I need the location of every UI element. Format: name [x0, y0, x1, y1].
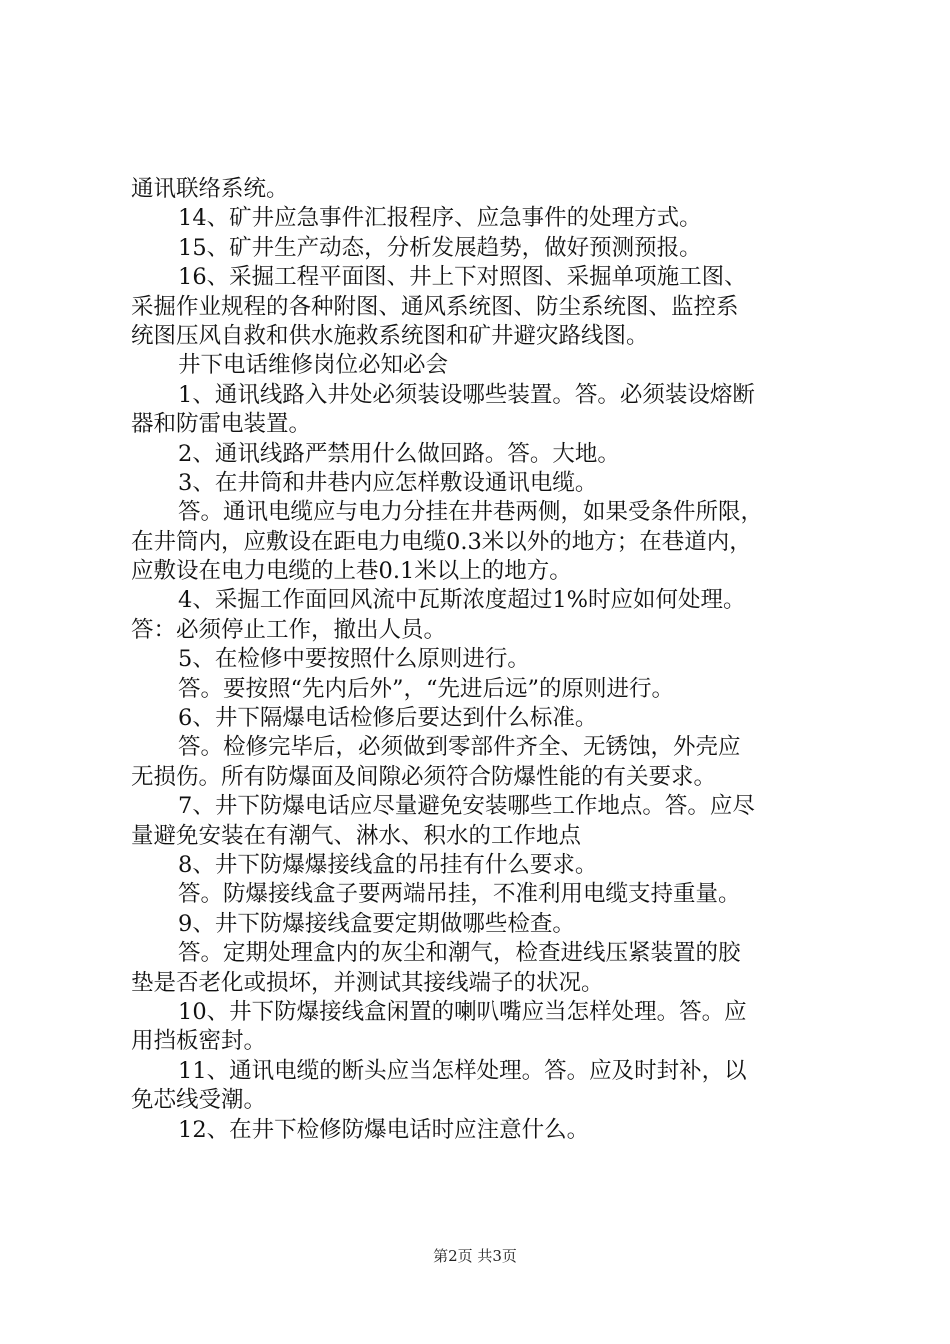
section-heading: 井下电话维修岗位必知必会 — [178, 352, 449, 379]
text-line: 器和防雷电装置。 — [131, 411, 312, 438]
text-line: 10、井下防爆接线盒闲置的喇叭嘴应当怎样处理。答。应 — [178, 998, 747, 1025]
text-line: 答。检修完毕后，必须做到零部件齐全、无锈蚀，外壳应 — [178, 734, 741, 761]
document-body — [131, 175, 831, 1145]
text-line: 无损伤。所有防爆面及间隙必须符合防爆性能的有关要求。 — [131, 763, 717, 790]
text-line: 6、井下隔爆电话检修后要达到什么标准。 — [178, 705, 598, 732]
text-line: 答：必须停止工作，撤出人员。 — [131, 616, 447, 643]
text-line: 垫是否老化或损坏，并测试其接线端子的状况。 — [131, 969, 604, 996]
text-line: 7、井下防爆电话应尽量避免安装哪些工作地点。答。应尽 — [178, 793, 755, 820]
text-line: 统图压风自救和供水施救系统图和矿井避灾路线图。 — [131, 322, 649, 349]
text-line: 答。通讯电缆应与电力分挂在井巷两侧，如果受条件所限， — [178, 499, 764, 526]
text-line: 16、采掘工程平面图、井上下对照图、采掘单项施工图、 — [178, 264, 747, 291]
text-line: 免芯线受潮。 — [131, 1087, 267, 1114]
text-line: 15、矿井生产动态，分析发展趋势，做好预测预报。 — [178, 234, 702, 261]
text-line: 4、采掘工作面回风流中瓦斯浓度超过1%时应如何处理。 — [178, 587, 746, 614]
text-line: 通讯联络系统。 — [131, 176, 289, 202]
page-number-footer: 第2页 共3页 — [433, 1247, 517, 1265]
text-line: 5、在检修中要按照什么原则进行。 — [178, 646, 530, 673]
text-line: 8、井下防爆爆接线盒的吊挂有什么要求。 — [178, 851, 598, 878]
text-line: 在井筒内，应敷设在距电力电缆0.3米以外的地方；在巷道内， — [131, 528, 752, 555]
text-line: 9、井下防爆接线盒要定期做哪些检查。 — [178, 910, 575, 937]
text-line: 答。防爆接线盒子要两端吊挂，不准利用电缆支持重量。 — [178, 881, 741, 908]
text-line: 11、通讯电缆的断头应当怎样处理。答。应及时封补，以 — [178, 1057, 747, 1084]
text-line: 3、在井筒和井巷内应怎样敷设通讯电缆。 — [178, 469, 598, 496]
text-line: 用挡板密封。 — [131, 1028, 267, 1055]
text-line: 答。要按照“先内后外”，“先进后远”的原则进行。 — [178, 675, 675, 702]
text-line: 采掘作业规程的各种附图、通风系统图、防尘系统图、监控系 — [131, 293, 739, 320]
text-line: 应敷设在电力电缆的上巷0.1米以上的地方。 — [131, 558, 572, 585]
text-line: 1、通讯线路入井处必须装设哪些装置。答。必须装设熔断 — [178, 381, 755, 408]
text-line: 12、在井下检修防爆电话时应注意什么。 — [178, 1116, 590, 1143]
text-line: 14、矿井应急事件汇报程序、应急事件的处理方式。 — [178, 205, 702, 232]
text-line: 量避免安装在有潮气、淋水、积水的工作地点 — [131, 822, 582, 849]
text-line: 2、通讯线路严禁用什么做回路。答。大地。 — [178, 440, 620, 467]
text-line: 答。定期处理盒内的灰尘和潮气，检查进线压紧装置的胶 — [178, 940, 741, 967]
